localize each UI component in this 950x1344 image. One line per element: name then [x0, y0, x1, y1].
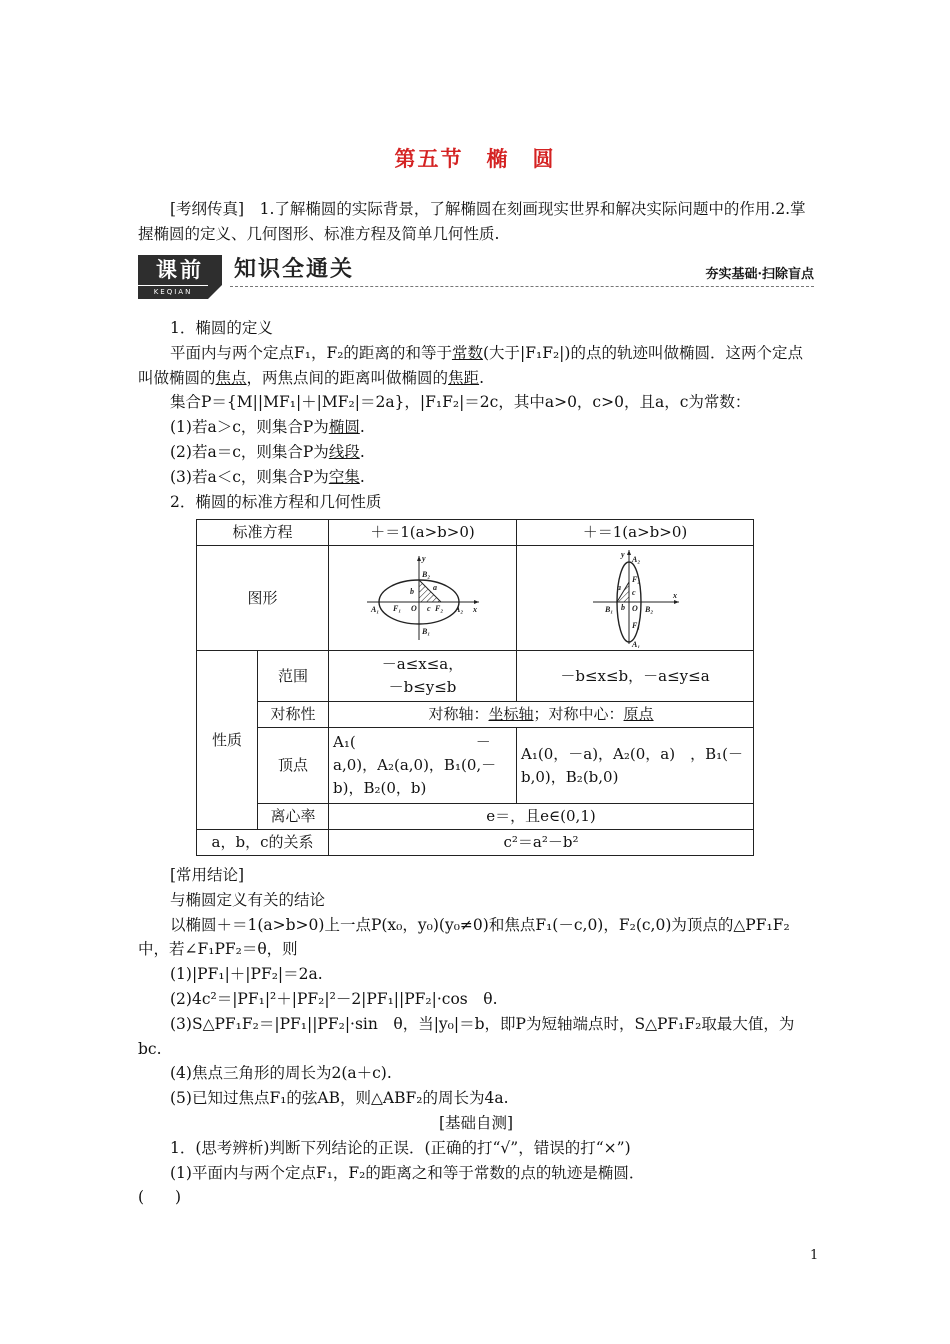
symmetry-center-text: ；对称中心： — [533, 705, 624, 723]
cell-abc-label: a，b，c的关系 — [197, 830, 329, 856]
page-number: 1 — [810, 1248, 819, 1263]
label-f2: F₂ — [434, 604, 443, 613]
page-title: 第五节 椭 圆 — [394, 146, 556, 171]
label-b1: B₁ — [421, 627, 430, 636]
case-1-period: . — [359, 418, 365, 437]
cell-vertex-1: A₁( －a,0)，A₂(a,0)，B₁(0,－b)，B₂(0，b) — [329, 728, 517, 804]
focal-triangle — [419, 580, 441, 602]
intro-paragraph: [考纲传真] 1.了解椭圆的实际背景，了解椭圆在刻画现实世界和解决实际问题中的作用.2.掌握椭圆的定义、几何图形、标准方程及简单几何性质. — [138, 200, 806, 243]
banner-divider — [230, 286, 814, 287]
label-x: x — [673, 591, 678, 600]
y-axis-arrow — [417, 556, 421, 561]
banner-triangle — [208, 285, 222, 299]
label-a2: A₂ — [632, 555, 641, 564]
horizontal-ellipse-figure — [363, 552, 483, 644]
case-3-answer: 空集 — [328, 467, 360, 486]
label-b1: B₁ — [605, 605, 614, 614]
x-axis-arrow — [474, 600, 479, 604]
def-text-a: 平面内与两个定点F₁，F₂的距离的和等于 — [170, 343, 452, 362]
selftest-heading: [基础自测] — [438, 1113, 514, 1132]
label-origin: O — [632, 604, 638, 613]
case-3-text: (3)若a＜c，则集合P为 — [170, 467, 329, 486]
table-row-abc — [197, 830, 754, 856]
label-a2: A₂ — [454, 605, 463, 614]
label-a: a — [617, 583, 622, 592]
label-c: c — [426, 604, 431, 613]
cell-vertex-2: A₁(0，－a)，A₂(0，a) ，B₁(－b,0)，B₂(b,0) — [517, 728, 754, 804]
case-2-text: (2)若a＝c，则集合P为 — [170, 442, 329, 461]
cell-figure-horizontal — [329, 546, 517, 651]
section1-heading: 1．椭圆的定义 — [170, 319, 273, 337]
banner-box-label: 课前 — [138, 255, 222, 285]
cell-abc-value: c²＝a²－b² — [329, 830, 754, 856]
case-1 — [138, 415, 814, 440]
case-2-answer: 线段 — [328, 442, 360, 461]
selftest-question-1: 1．(思考辨析)判断下列结论的正误．(正确的打“√”，错误的打“×”) — [170, 1138, 631, 1157]
cell-equation-label: 标准方程 — [197, 520, 329, 546]
cell-vertex-label: 顶点 — [258, 728, 329, 804]
label-y: y — [621, 550, 625, 559]
cell-symmetry-label: 对称性 — [258, 702, 329, 728]
set-definition: 集合P＝{M||MF₁|＋|MF₂|＝2a}，|F₁F₂|＝2c，其中a>0，c>0，且a，c为常数： — [170, 393, 751, 412]
table-row-vertex — [197, 728, 754, 804]
cell-equation-2: ＋＝1(a>b>0) — [517, 520, 754, 546]
case-1-answer: 椭圆 — [328, 418, 360, 437]
definition-text — [138, 341, 814, 391]
def-text-b: (大于|F₁F₂|)的点的轨迹叫做椭圆．这两个定点叫做椭圆的 — [138, 343, 803, 387]
symmetry-axis-text: 对称轴： — [428, 705, 489, 723]
label-y: y — [421, 554, 426, 563]
table-row-symmetry — [197, 702, 754, 728]
label-a1: A₁ — [370, 605, 379, 614]
selftest-answer-paren: ( ) — [138, 1188, 182, 1207]
banner-tagline: 夯实基础·扫除盲点 — [705, 267, 814, 282]
label-origin: O — [410, 604, 417, 613]
def-term-constant: 常数 — [451, 343, 483, 362]
cell-properties-label: 性质 — [197, 651, 258, 830]
def-term-focus: 焦点 — [215, 368, 247, 387]
cell-symmetry-value — [329, 702, 754, 728]
vertical-ellipse-figure — [587, 548, 683, 648]
label-b: b — [621, 603, 626, 612]
section-banner — [138, 255, 814, 301]
label-f2: F₂ — [632, 575, 641, 584]
cell-range-1 — [329, 651, 517, 702]
def-term-focal-distance: 焦距 — [448, 368, 480, 387]
table-row-figure — [197, 546, 754, 651]
conclusion-item-4: (4)焦点三角形的周长为2(a＋c). — [170, 1064, 392, 1083]
conclusion-item-3: (3)S△PF₁F₂＝|PF₁||PF₂|·sin θ，当|y₀|＝b，即P为短轴端点时，S△PF₁F₂取最大值，为bc. — [138, 1014, 795, 1058]
cell-figure-vertical — [517, 546, 754, 651]
conclusion-item-1: (1)|PF₁|＋|PF₂|＝2a. — [170, 965, 323, 984]
def-text-c: ，两焦点间的距离叫做椭圆的 — [246, 368, 449, 387]
table-row-range — [197, 651, 754, 702]
label-b2: B₂ — [421, 570, 430, 579]
section2-heading: 2．椭圆的标准方程和几何性质 — [170, 492, 382, 511]
cell-eccentricity-label: 离心率 — [258, 804, 329, 830]
conclusions-section — [138, 863, 814, 1210]
label-f1: F₁ — [392, 604, 401, 613]
label-b: b — [409, 587, 414, 596]
table-row-equation — [197, 520, 754, 546]
case-3-period: . — [359, 467, 365, 486]
range-1-line-2: －b≤y≤b — [388, 678, 457, 696]
case-2-period: . — [359, 442, 365, 461]
case-1-text: (1)若a＞c，则集合P为 — [170, 418, 329, 437]
conclusion-item-5: (5)已知过焦点F₁的弦AB，则△ABF₂的周长为4a. — [170, 1089, 509, 1108]
label-c: c — [632, 588, 636, 597]
case-3 — [138, 465, 814, 490]
cell-eccentricity-value: e＝，且e∈(0,1) — [329, 804, 754, 830]
cell-figure-label: 图形 — [197, 546, 329, 651]
label-f1: F₁ — [632, 621, 641, 630]
label-b2: B₂ — [645, 605, 654, 614]
y-axis-arrow — [627, 550, 631, 555]
definition-section — [138, 316, 814, 514]
range-1-line-1: －a≤x≤a， — [381, 655, 464, 673]
symmetry-axis-answer: 坐标轴 — [488, 705, 534, 723]
cell-range-2: －b≤x≤b，－a≤y≤a — [517, 651, 754, 702]
cell-equation-1: ＋＝1(a>b>0) — [329, 520, 517, 546]
case-2 — [138, 440, 814, 465]
selftest-question-1-1: (1)平面内与两个定点F₁，F₂的距离之和等于常数的点的轨迹是椭圆． — [170, 1163, 645, 1182]
label-x: x — [472, 605, 477, 614]
cell-range-label: 范围 — [258, 651, 329, 702]
conclusion-item-2: (2)4c²＝|PF₁|²＋|PF₂|²－2|PF₁||PF₂|·cos θ. — [170, 989, 498, 1008]
x-axis-arrow — [674, 600, 679, 604]
ellipse-properties-table — [196, 519, 754, 856]
conclusions-subheading: 与椭圆定义有关的结论 — [170, 890, 326, 909]
symmetry-center-answer: 原点 — [623, 705, 654, 723]
banner-sub-label: KEQIAN — [138, 286, 208, 299]
label-a: a — [432, 583, 437, 592]
label-a1: A₁ — [632, 640, 641, 648]
conclusions-heading: [常用结论] — [170, 866, 245, 884]
banner-heading: 知识全通关 — [234, 257, 355, 282]
conclusions-intro: 以椭圆＋＝1(a>b>0)上一点P(x₀，y₀)(y₀≠0)和焦点F₁(－c,0)，F₂(c,0)为顶点的△PF₁F₂中，若∠F₁PF₂＝θ，则 — [138, 915, 790, 959]
table-row-eccentricity — [197, 804, 754, 830]
def-text-d: . — [479, 368, 484, 387]
